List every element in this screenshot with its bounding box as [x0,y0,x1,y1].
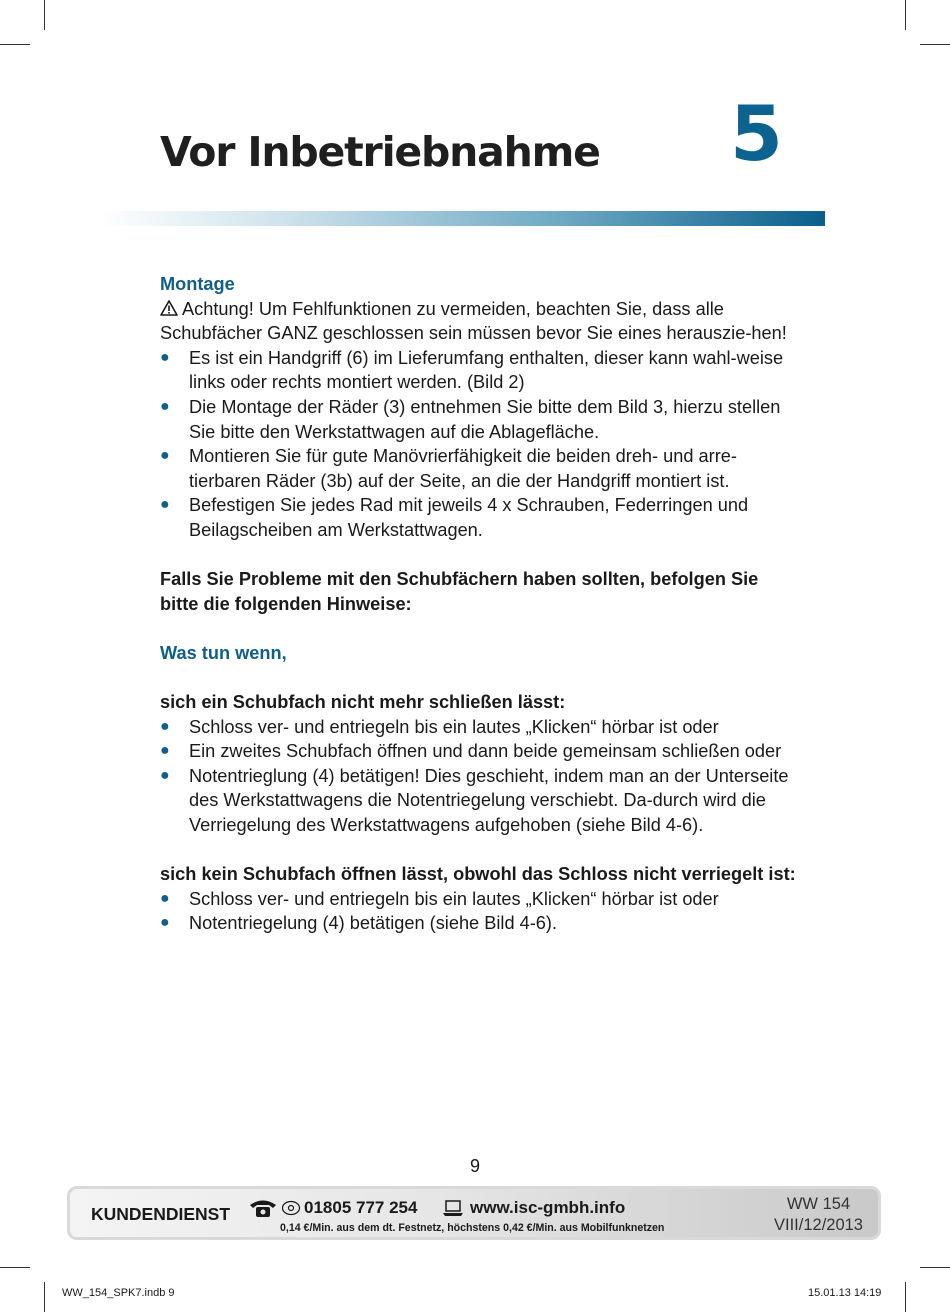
bullet-icon: ● [160,766,170,784]
crop-mark [920,1267,950,1268]
revision-date: VIII/12/2013 [774,1216,863,1234]
crop-mark [0,44,30,45]
bullet-icon: ● [160,742,170,760]
list-item: ● Es ist ein Handgriff (6) im Lieferumfang enthalten, dieser kann wahl-weise links oder rechts montiert werden. (Bild 2) [160,347,784,393]
service-footer [67,1186,881,1240]
case2-list [160,887,800,936]
model-number: WW 154 [786,1195,851,1213]
bullet-icon: ● [160,914,170,932]
problems-intro: Falls Sie Probleme mit den Schubfächern haben sollten, befolgen Sie bitte die folgenden Hinweise: [160,569,759,614]
case2-heading: sich kein Schubfach öffnen lässt, obwohl das Schloss nicht verriegelt ist: [160,864,796,885]
warning-triangle-icon [160,300,178,316]
list-item: ● Montieren Sie für gute Manövrierfähigkeit die beiden dreh- und arre-tierbaren Räder (3b) auf der Seite, an die der Handgriff montiert ist. [160,446,737,491]
phone-number: 01805 777 254 [304,1198,418,1217]
crop-mark [44,0,45,30]
print-slug-file: WW_154_SPK7.indb 9 [62,1287,175,1299]
website-link[interactable]: www.isc-gmbh.info [470,1198,626,1217]
page-number: 9 [469,1156,480,1176]
warning-text: Achtung! Um Fehlfunktionen zu vermeiden, beachten Sie, dass alle Schubfächer GANZ geschlossen sein müssen bevor Sie eines herauszie-hen! [160,298,787,344]
bullet-icon: ● [160,889,170,907]
print-slug-date: 15.01.13 14:19 [808,1287,882,1299]
montage-heading: Montage [160,274,235,294]
list-item: ● Notentriegelung (4) betätigen (siehe Bild 4-6). [160,911,800,936]
list-item: ● Ein zweites Schubfach öffnen und dann beide gemeinsam schließen oder [160,739,800,764]
main-content [160,272,800,936]
crop-mark [905,0,906,30]
crop-mark [920,44,950,45]
list-item: ● Schloss ver- und entriegeln bis ein lautes „Klicken“ hörbar ist oder [160,715,800,740]
list-item: ● Die Montage der Räder (3) entnehmen Sie bitte dem Bild 3, hierzu stellen Sie bitte den Werkstattwagen auf die Ablagefläche. [160,396,781,442]
rate-info-icon [281,1200,301,1216]
bullet-icon: ● [160,447,170,465]
list-item: ● Schloss ver- und entriegeln bis ein lautes „Klicken“ hörbar ist oder [160,887,800,912]
header-gradient-bar [100,211,825,226]
list-item: ● Befestigen Sie jedes Rad mit jeweils 4 x Schrauben, Federringen und Beilagscheiben am Werkstattwagen. [160,495,749,540]
phone-contact [248,1198,417,1218]
bullet-icon: ● [160,397,170,415]
chapter-number: 5 [730,89,783,178]
service-label: KUNDENDIENST [91,1204,231,1224]
website-contact [442,1198,625,1218]
bullet-icon: ● [160,496,170,514]
case1-list [160,715,800,838]
telephone-icon [248,1198,278,1218]
crop-mark [0,1267,30,1268]
page-title: Vor Inbetriebnahme [160,128,600,176]
warning-paragraph [160,297,800,346]
list-item: ● Notentrieglung (4) betätigen! Dies geschieht, indem man an der Unterseite des Werkstattwagens die Notentriegelung verschiebt. Da-durch wird die Verriegelung des Werkstattwagens aufgehoben (siehe Bild 4-6). [160,765,789,836]
case1-heading: sich ein Schubfach nicht mehr schließen lässt: [160,692,566,713]
model-info [774,1194,863,1236]
bullet-icon: ● [160,717,170,735]
call-cost-note: 0,14 €/Min. aus dem dt. Festnetz, höchstens 0,42 €/Min. aus Mobilfunknetzen [280,1222,665,1234]
bullet-icon: ● [160,348,170,366]
crop-mark [44,1282,45,1312]
laptop-icon [442,1199,464,1217]
what-to-do-heading: Was tun wenn, [160,642,287,663]
montage-list [160,346,800,543]
crop-mark [905,1282,906,1312]
